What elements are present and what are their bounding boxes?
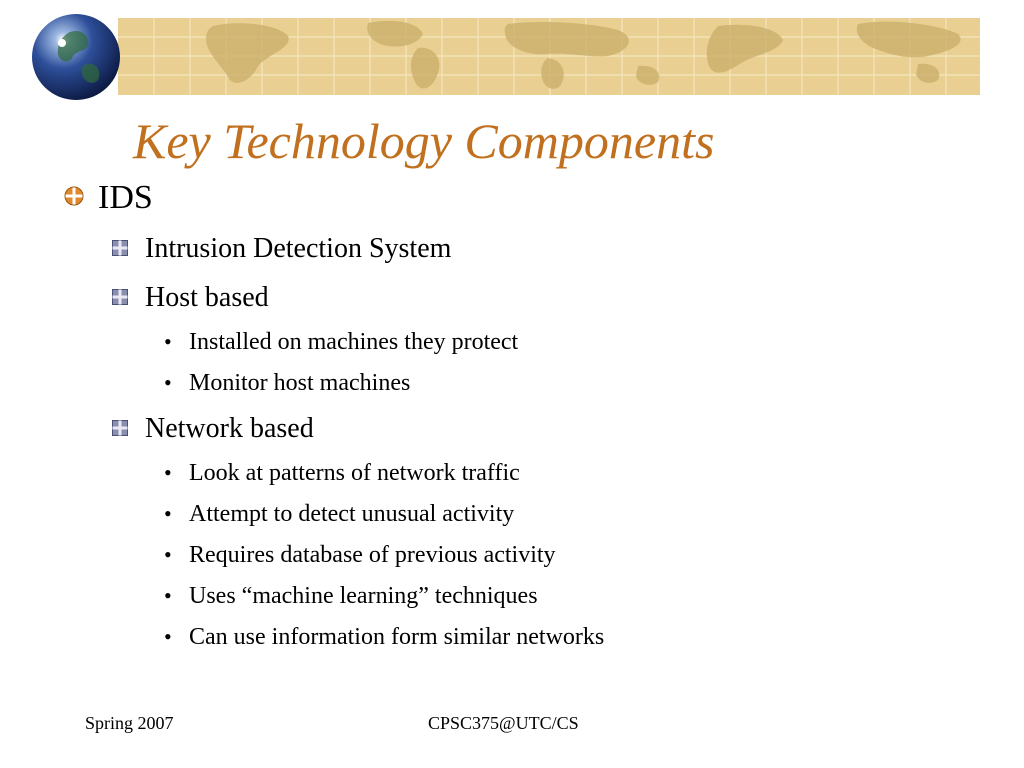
bullet-text: Installed on machines they protect [189, 329, 519, 355]
bullet-text: Network based [145, 413, 314, 444]
world-map-graphic [118, 18, 980, 95]
dot-bullet: • [164, 501, 172, 526]
bullet-host-based [112, 281, 269, 315]
square-cross-icon [112, 420, 128, 436]
bullet-host-2 [164, 369, 410, 398]
footer-date: Spring 2007 [85, 713, 174, 733]
bullet-ids [64, 178, 153, 219]
bullet-host-1 [164, 328, 518, 357]
orange-circle-cross-icon [64, 186, 84, 206]
bullet-network-based [112, 412, 314, 446]
bullet-text: Look at patterns of network traffic [189, 460, 520, 486]
bullet-text: Requires database of previous activity [189, 542, 556, 568]
bullet-text: Attempt to detect unusual activity [189, 501, 515, 527]
bullet-net-4 [164, 582, 538, 611]
bullet-text: IDS [98, 179, 153, 216]
header-map-banner [118, 18, 980, 95]
bullet-net-2 [164, 500, 514, 529]
dot-bullet: • [164, 542, 172, 567]
dot-bullet: • [164, 583, 172, 608]
slide-title: Key Technology Components [133, 113, 715, 169]
bullet-net-3 [164, 541, 556, 570]
bullet-net-1 [164, 459, 520, 488]
bullet-text: Intrusion Detection System [145, 233, 452, 264]
bullet-intrusion [112, 232, 451, 266]
square-cross-icon [112, 289, 128, 305]
dot-bullet: • [164, 329, 172, 354]
bullet-text: Uses “machine learning” techniques [189, 583, 538, 609]
globe-icon [30, 12, 122, 102]
bullet-text: Host based [145, 282, 269, 313]
dot-bullet: • [164, 370, 172, 395]
dot-bullet: • [164, 460, 172, 485]
footer-course: CPSC375@UTC/CS [428, 713, 579, 733]
bullet-net-5 [164, 623, 604, 652]
dot-bullet: • [164, 624, 172, 649]
bullet-text: Can use information form similar networks [189, 624, 605, 650]
square-cross-icon [112, 240, 128, 256]
bullet-text: Monitor host machines [189, 370, 411, 396]
